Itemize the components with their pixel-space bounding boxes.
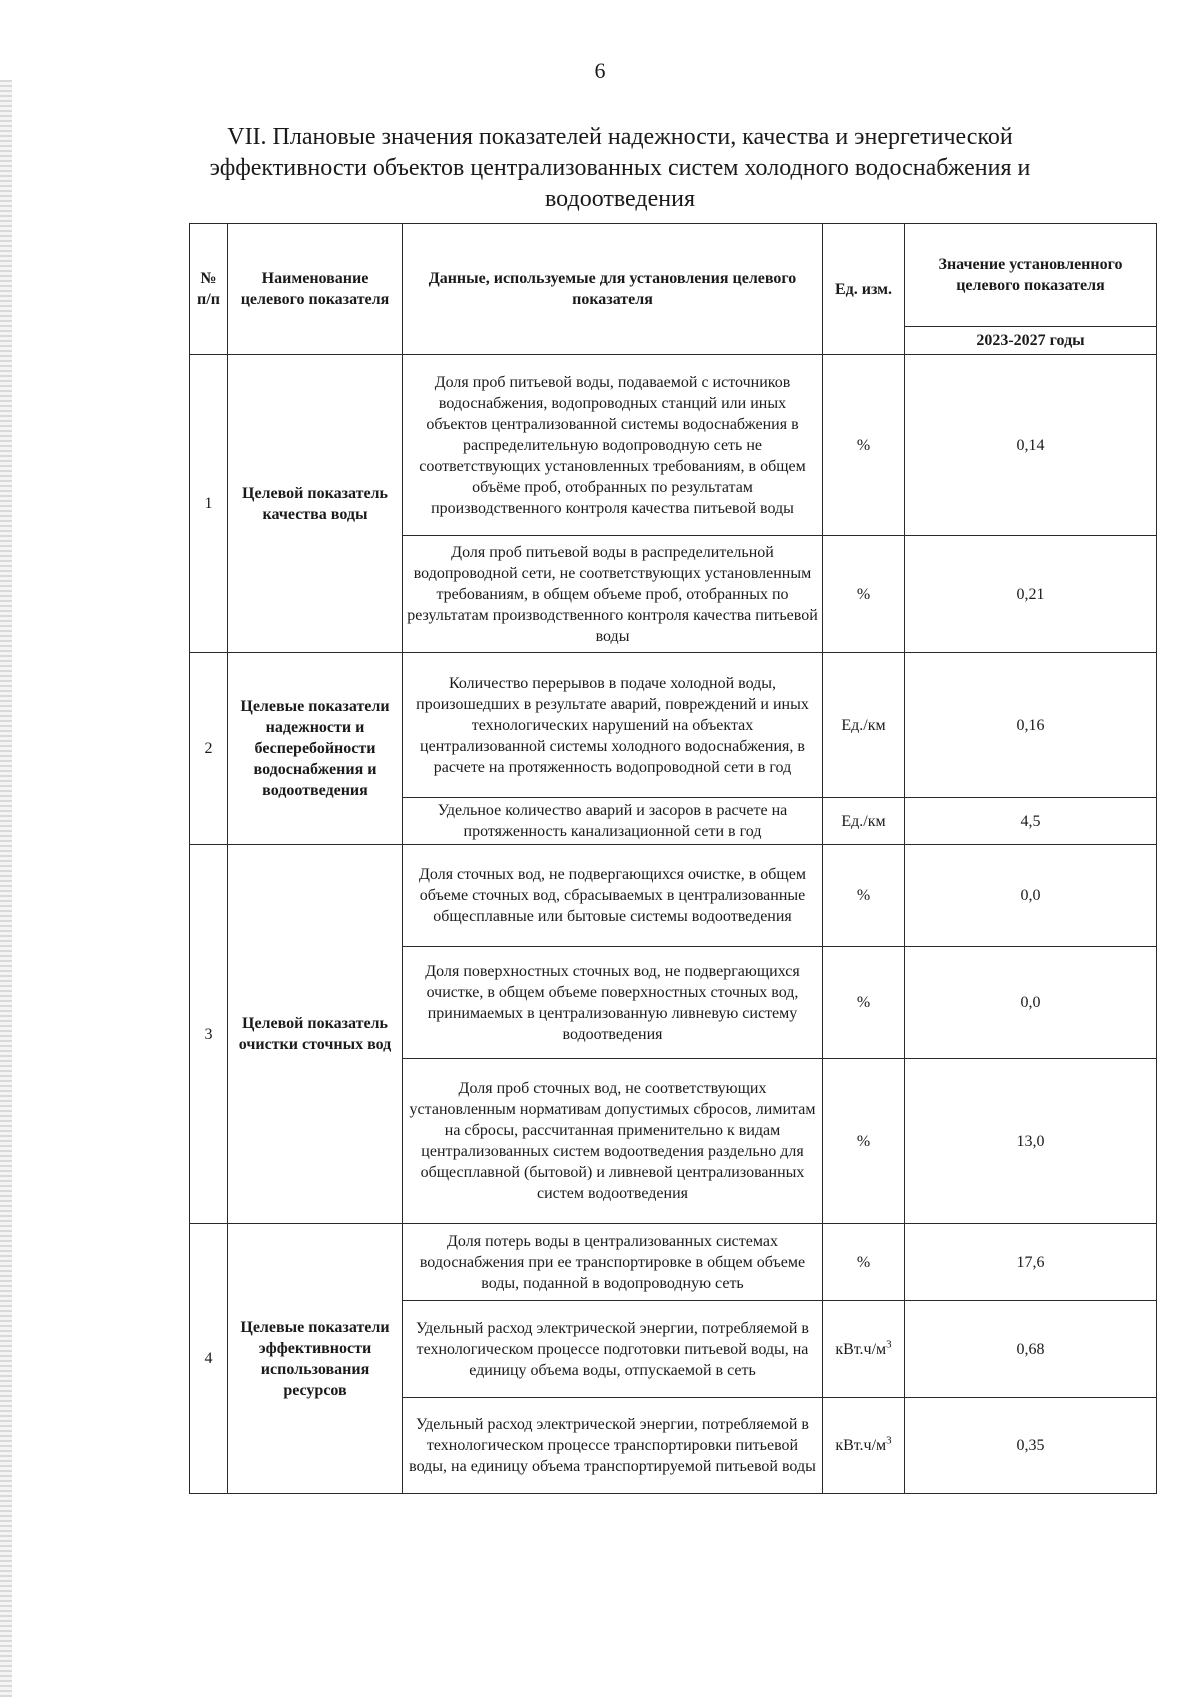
unit-text: % xyxy=(856,994,871,1011)
unit-cell xyxy=(823,1224,905,1301)
unit-cell xyxy=(823,1059,905,1224)
value-cell: 0,68 xyxy=(905,1301,1157,1398)
group-number: 1 xyxy=(190,355,228,653)
unit-text: Ед./км xyxy=(841,812,886,830)
unit-cell xyxy=(823,1301,905,1398)
unit-text: Ед./км xyxy=(841,716,886,734)
unit-text: кВт.ч/м xyxy=(835,1437,887,1454)
indicator-data: Удельный расход электрической энергии, потребляемой в технологическом процессе транспортировки питьевой воды, на единицу объема транспортируемой питьевой воды xyxy=(403,1398,823,1494)
unit-text: % xyxy=(856,436,871,454)
indicator-name: Целевые показатели эффективности использования ресурсов xyxy=(228,1224,403,1494)
indicator-data: Доля проб питьевой воды, подаваемой с источников водоснабжения, водопроводных станций или иных объектов централизованной системы водоснабжения в распределительную водопроводную сеть не соответствующих установленных требованиям, в общем объёме проб, отобранных по результатам производственного контроля качества питьевой воды xyxy=(403,355,823,536)
unit-text: % xyxy=(856,1132,871,1150)
indicator-name: Целевой показатель очистки сточных вод xyxy=(228,845,403,1224)
indicator-data: Доля сточных вод, не подвергающихся очистке, в общем объеме сточных вод, сбрасываемых в централизованные общесплавные или бытовые системы водоотведения xyxy=(403,845,823,947)
value-cell: 0,14 xyxy=(905,355,1157,536)
value-cell: 0,35 xyxy=(905,1398,1157,1494)
group-number: 4 xyxy=(190,1224,228,1494)
unit-cell xyxy=(823,798,905,845)
unit-superscript: 3 xyxy=(886,1434,892,1447)
section-title: VII. Плановые значения показателей надежности, качества и энергетической эффективности объектов централизованных систем холодного водоснабжения и водоотведения xyxy=(209,124,1031,212)
unit-text: % xyxy=(856,585,871,603)
value-cell: 4,5 xyxy=(905,798,1157,845)
header-value: Значение установленного целевого показателя xyxy=(905,224,1157,327)
value-cell: 0,0 xyxy=(905,947,1157,1059)
header-period: 2023-2027 годы xyxy=(905,327,1157,355)
page-number: 6 xyxy=(594,58,606,83)
scan-edge-artifact xyxy=(0,80,12,1697)
value-cell: 17,6 xyxy=(905,1224,1157,1301)
header-indicator-name: Наименование целевого показателя xyxy=(228,224,403,355)
unit-cell xyxy=(823,947,905,1059)
indicator-data: Удельный расход электрической энергии, потребляемой в технологическом процессе подготовки питьевой воды, на единицу объема воды, отпускаемой в сеть xyxy=(403,1301,823,1398)
group-number: 2 xyxy=(190,653,228,845)
indicator-data: Количество перерывов в подаче холодной воды, произошедших в результате аварий, повреждений и иных технологических нарушений на объектах централизованной системы холодного водоснабжения, в расчете на протяженность водопроводной сети в год xyxy=(403,653,823,798)
header-number: № п/п xyxy=(190,224,228,355)
value-cell: 0,0 xyxy=(905,845,1157,947)
unit-text: % xyxy=(856,1253,871,1271)
unit-cell xyxy=(823,536,905,653)
unit-cell xyxy=(823,1398,905,1494)
unit-cell xyxy=(823,653,905,798)
indicator-data: Доля проб питьевой воды в распределительной водопроводной сети, не соответствующих установленным требованиям, в общем объеме проб, отобранных по результатам производственного контроля качества питьевой воды xyxy=(403,536,823,653)
value-cell: 0,21 xyxy=(905,536,1157,653)
indicator-name: Целевые показатели надежности и бесперебойности водоснабжения и водоотведения xyxy=(228,653,403,845)
indicator-data: Удельное количество аварий и засоров в расчете на протяженность канализационной сети в год xyxy=(403,798,823,845)
indicator-name: Целевой показатель качества воды xyxy=(228,355,403,653)
group-number: 3 xyxy=(190,845,228,1224)
target-indicators-table xyxy=(189,223,1157,1494)
header-data-used: Данные, используемые для установления целевого показателя xyxy=(403,224,823,355)
value-cell: 0,16 xyxy=(905,653,1157,798)
unit-cell xyxy=(823,355,905,536)
table-row xyxy=(190,845,1157,947)
table-row xyxy=(190,1224,1157,1301)
header-unit: Ед. изм. xyxy=(823,224,905,355)
unit-cell xyxy=(823,845,905,947)
table-row xyxy=(190,355,1157,536)
table-row xyxy=(190,653,1157,798)
indicator-data: Доля проб сточных вод, не соответствующих установленным нормативам допустимых сбросов, лимитам на сбросы, рассчитанная применительно к видам централизованных систем водоотведения раздельно для общесплавной (бытовой) и ливневой централизованных систем водоотведения xyxy=(403,1059,823,1224)
indicator-data: Доля потерь воды в централизованных системах водоснабжения при ее транспортировке в общем объеме воды, поданной в водопроводную сеть xyxy=(403,1224,823,1301)
indicator-data: Доля поверхностных сточных вод, не подвергающихся очистке, в общем объеме поверхностных сточных вод, принимаемых в централизованную ливневую систему водоотведения xyxy=(403,947,823,1059)
unit-text: кВт.ч/м xyxy=(835,1340,887,1358)
unit-superscript: 3 xyxy=(886,1338,892,1351)
unit-text: % xyxy=(856,887,871,904)
value-cell: 13,0 xyxy=(905,1059,1157,1224)
